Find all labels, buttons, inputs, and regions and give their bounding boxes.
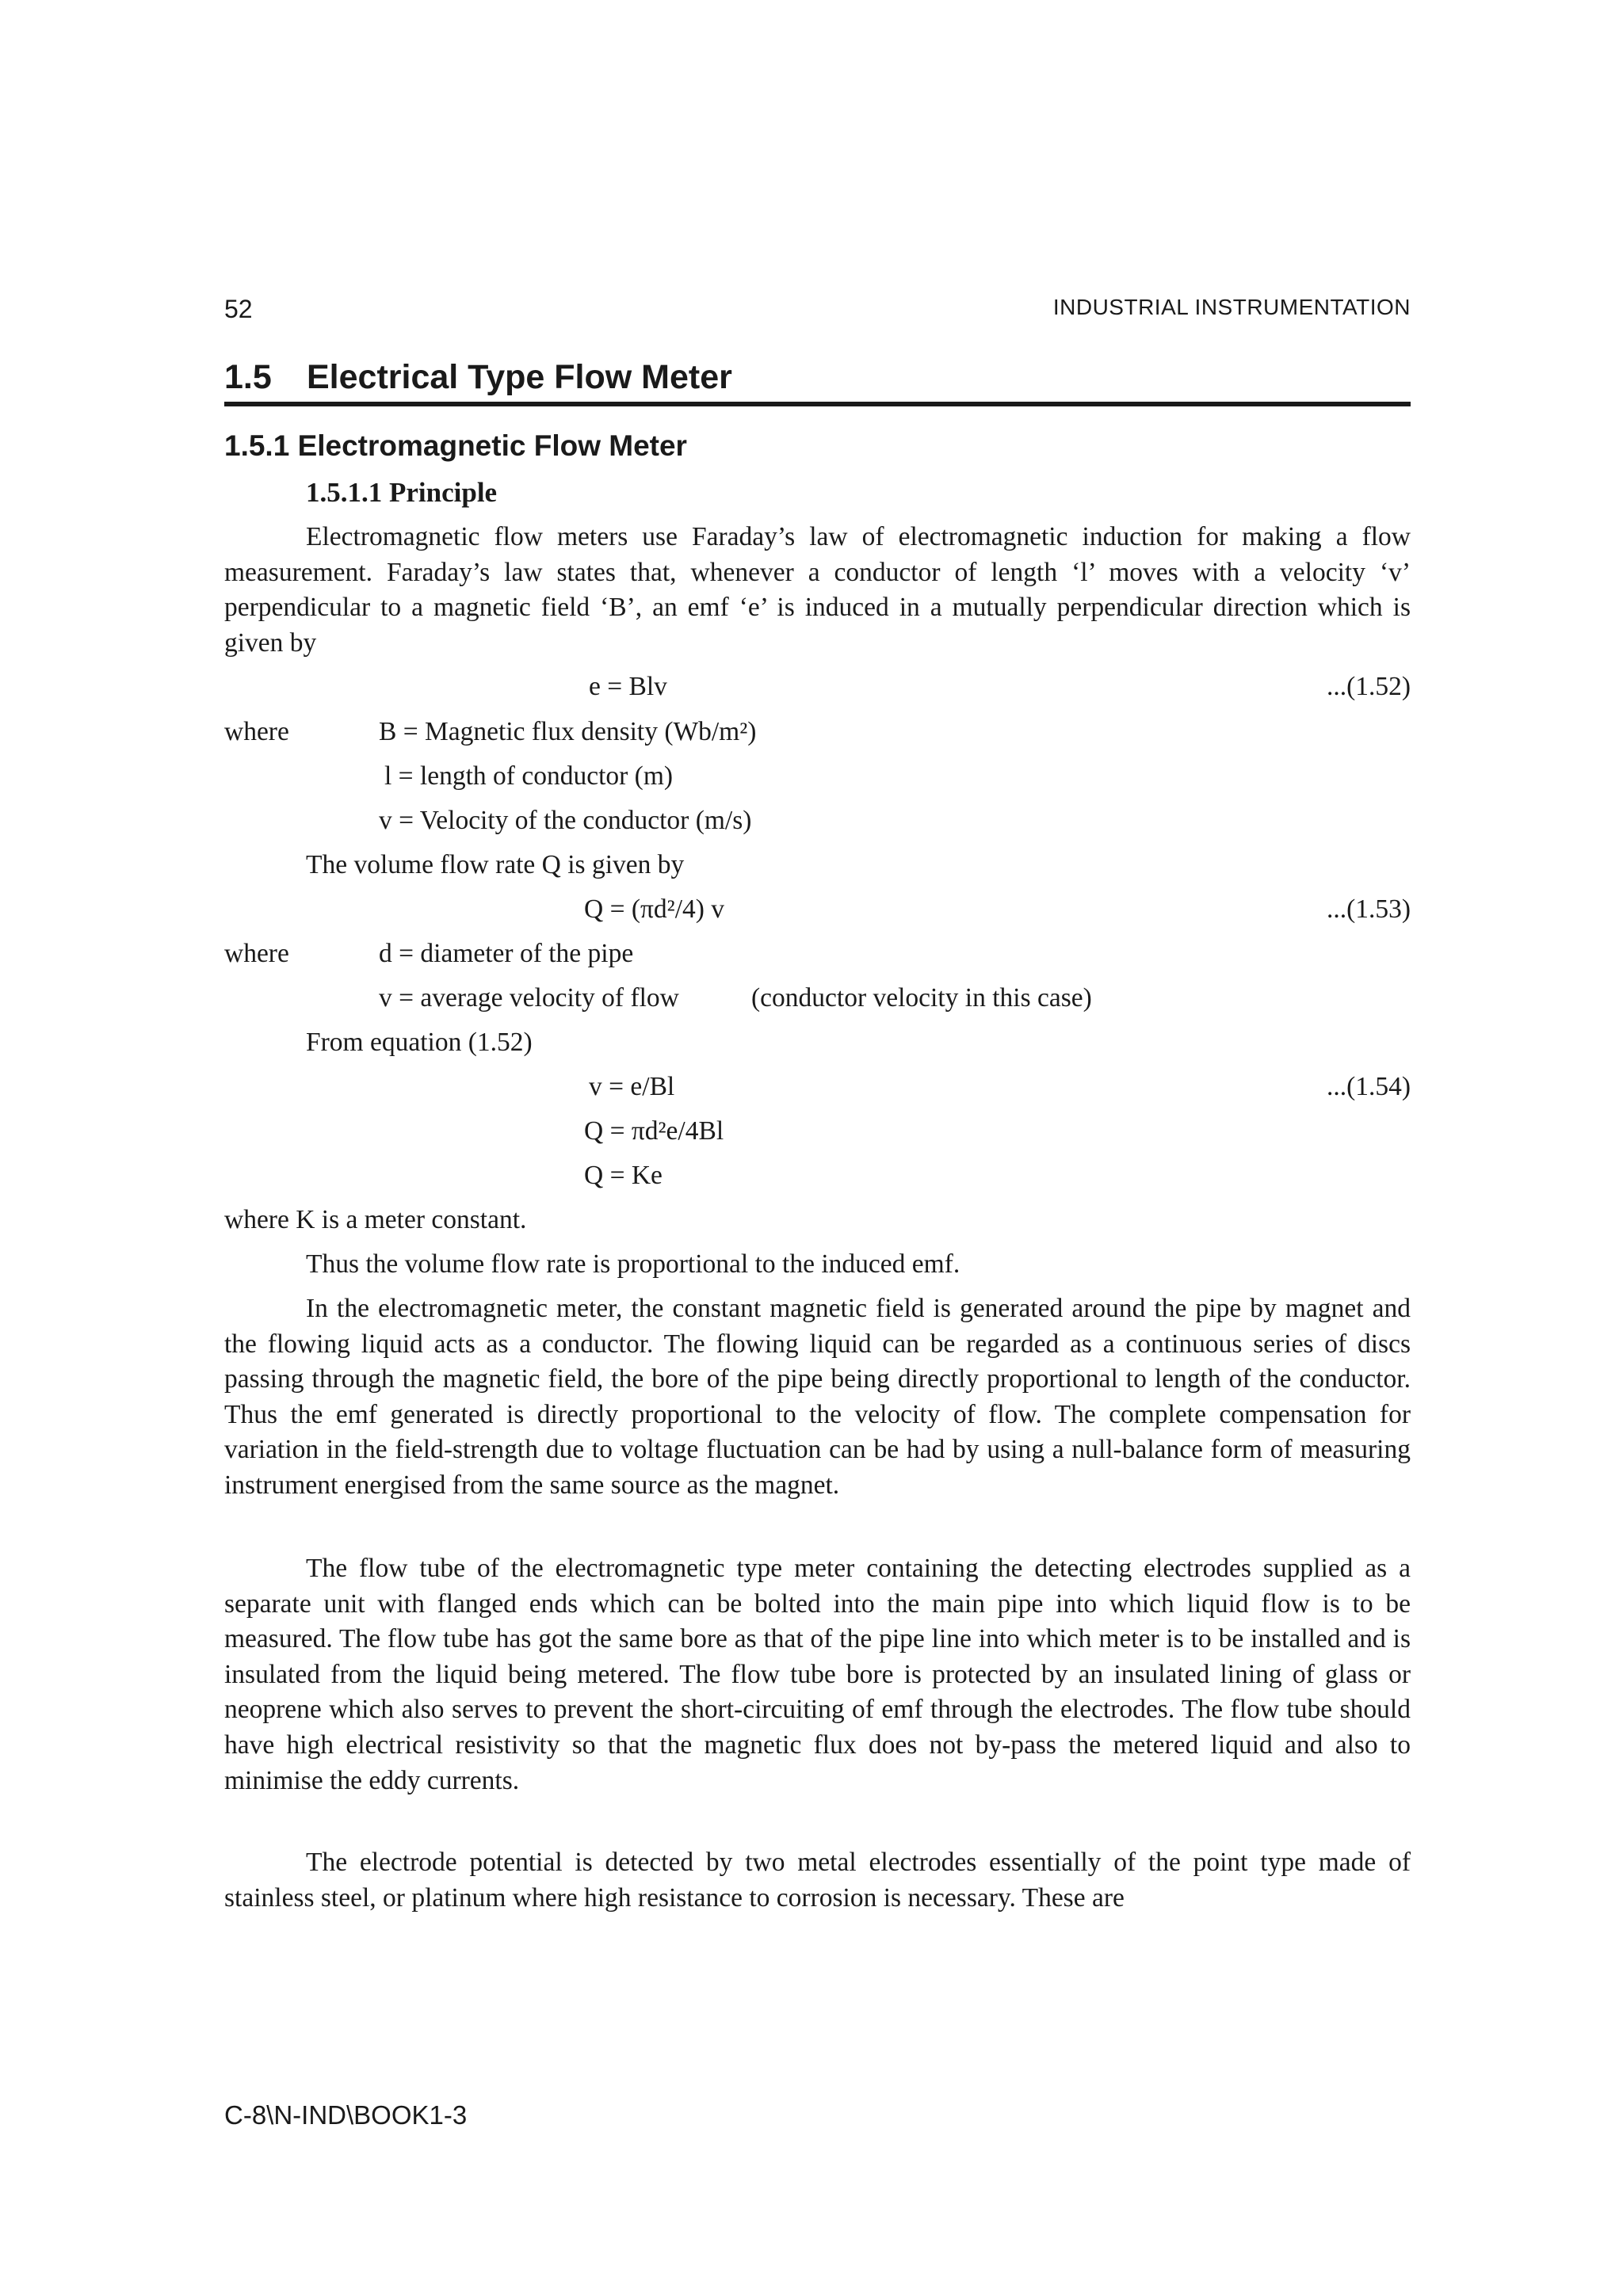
intro-paragraph: Electromagnetic flow meters use Faraday’s law of electromagnetic induction for making a flow measurement. Faraday’s law states that, whenever a conductor of length ‘l’ moves with a velocity ‘v’ perpendicular to a magnetic field ‘B’, an emf ‘e’ is induced in a mutually perpendicular direction which is given by <box>224 522 1411 658</box>
volume-flow-intro: The volume flow rate Q is given by <box>306 850 685 879</box>
from-equation: From equation (1.52) <box>306 1028 533 1057</box>
running-title: INDUSTRIAL INSTRUMENTATION <box>1052 295 1411 319</box>
equation-1-54: v = e/Bl <box>589 1072 675 1101</box>
equation-q-expanded: Q = πd²e/4Bl <box>584 1116 724 1146</box>
definition-v-note: (conductor velocity in this case) <box>751 983 1092 1013</box>
definition-d: d = diameter of the pipe <box>379 939 634 968</box>
section-heading <box>224 358 732 397</box>
footer-code: C-8\N-IND\BOOK1-3 <box>224 2100 468 2130</box>
where-label: where <box>224 939 289 968</box>
equation-number-1-52: ...(1.52) <box>1326 672 1411 701</box>
equation-q-constant: Q = Ke <box>584 1161 663 1190</box>
equation-1-52: e = Blv <box>589 672 667 701</box>
section-number: 1.5 <box>224 358 272 396</box>
equation-1-53: Q = (πd²/4) v <box>584 894 725 924</box>
definition-v-average: v = average velocity of flow <box>379 983 679 1013</box>
meter-constant-note: where K is a meter constant. <box>224 1205 527 1234</box>
definition-v: v = Velocity of the conductor (m/s) <box>379 806 752 835</box>
page-number: 52 <box>224 295 253 323</box>
section-rule <box>224 402 1411 406</box>
section-title: Electrical Type Flow Meter <box>307 358 732 396</box>
definition-l: l = length of conductor (m) <box>384 761 674 791</box>
proportional-statement: Thus the volume flow rate is proportional to the induced emf. <box>306 1249 960 1279</box>
body-paragraph: The electrode potential is detected by two metal electrodes essentially of the point type made of stainless steel, or platinum where high resistance to corrosion is necessary. These are <box>224 1848 1411 1913</box>
definition-b: B = Magnetic flux density (Wb/m²) <box>379 717 757 746</box>
subsubsection-heading: 1.5.1.1 Principle <box>306 477 498 508</box>
subsection-heading: 1.5.1 Electromagnetic Flow Meter <box>224 429 687 462</box>
where-label: where <box>224 717 289 746</box>
equation-number-1-54: ...(1.54) <box>1326 1072 1411 1101</box>
equation-number-1-53: ...(1.53) <box>1326 894 1411 924</box>
body-paragraph: The flow tube of the electromagnetic type meter containing the detecting electrodes supplied as a separate unit with flanged ends which can be bolted into the main pipe into which liquid flow is to be measured. The flow tube has got the same bore as that of the pipe line into which meter is to be installed and is insulated from the liquid being metered. The flow tube bore is protected by an insulated lining of glass or neoprene which also serves to prevent the short-circuiting of emf through the electrodes. The flow tube should have high electrical resistivity so that the magnetic flux does not by-pass the metered liquid and also to minimise the eddy currents. <box>224 1554 1411 1795</box>
body-paragraph: In the electromagnetic meter, the constant magnetic field is generated around the pipe by magnet and the flowing liquid acts as a conductor. The flowing liquid can be regarded as a continuous series of discs passing through the magnetic field, the bore of the pipe being directly proportional to length of the conductor. Thus the emf generated is directly proportional to the velocity of flow. The complete compensation for variation in the field-strength due to voltage fluctuation can be had by using a null-balance form of measuring instrument energised from the same source as the magnet. <box>224 1294 1411 1500</box>
